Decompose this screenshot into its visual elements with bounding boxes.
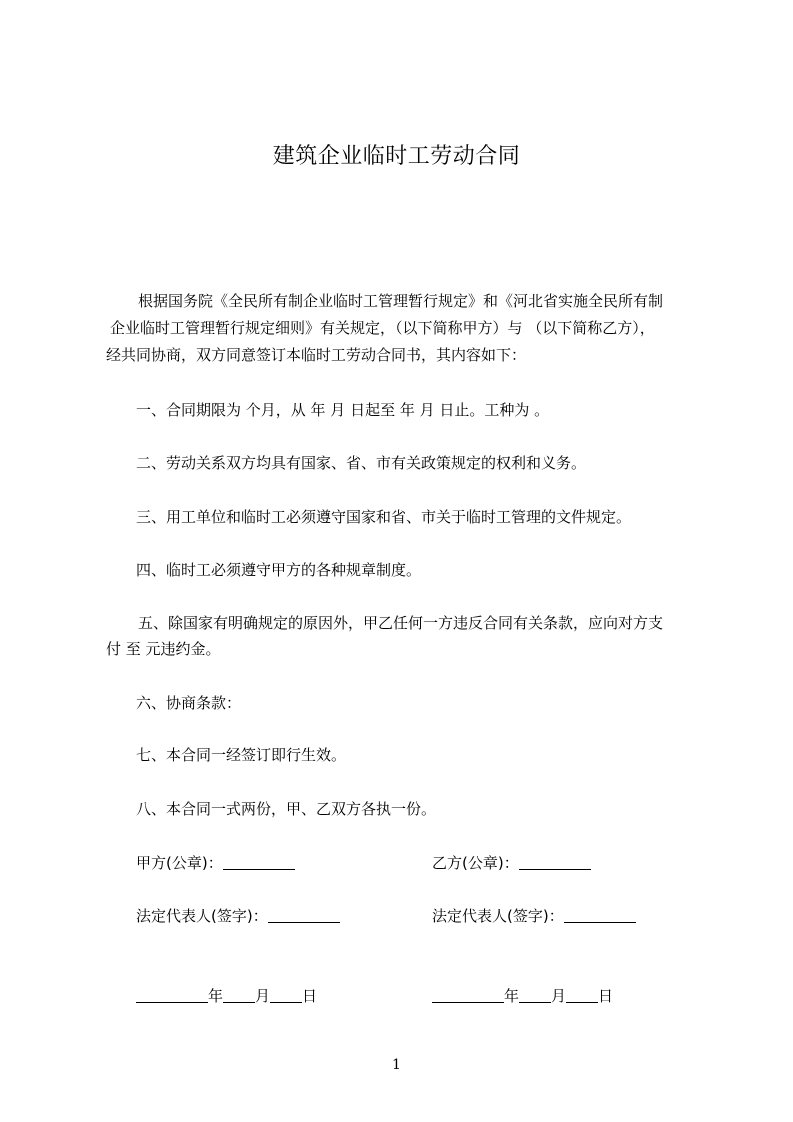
party-a-day-label: 日 xyxy=(302,987,318,1005)
clause-2: 二、劳动关系双方均具有国家、省、市有关政策规定的权利和义务。 xyxy=(136,454,587,472)
party-a-year-blank[interactable] xyxy=(136,988,208,1003)
party-a-seal-line xyxy=(136,854,295,873)
party-a-rep-blank[interactable] xyxy=(268,908,340,923)
document-title: 建筑企业临时工劳动合同 xyxy=(272,144,521,169)
page-number: 1 xyxy=(392,1057,401,1073)
party-a-date-line xyxy=(136,987,317,1006)
party-a-year-label: 年 xyxy=(208,987,224,1005)
clause-5-line-1: 五、除国家有明确规定的原因外，甲乙任何一方违反合同有关条款，应向对方支 xyxy=(138,614,664,632)
party-b-day-label: 日 xyxy=(598,987,614,1005)
party-a-seal-blank[interactable] xyxy=(223,855,295,870)
party-b-rep-blank[interactable] xyxy=(564,908,636,923)
intro-line-2: 企业临时工管理暂行规定细则》有关规定，（以下简称甲方）与 （以下简称乙方）， xyxy=(110,319,655,337)
intro-line-1: 根据国务院《全民所有制企业临时工管理暂行规定》和《河北省实施全民所有制 xyxy=(138,292,664,310)
clause-7: 七、本合同一经签订即行生效。 xyxy=(136,746,347,764)
intro-line-3: 经共同协商，双方同意签订本临时工劳动合同书，其内容如下： xyxy=(106,346,527,364)
party-a-day-blank[interactable] xyxy=(270,988,302,1003)
party-b-rep-label: 法定代表人(签字)： xyxy=(432,907,564,925)
party-b-year-label: 年 xyxy=(504,987,520,1005)
party-a-month-label: 月 xyxy=(255,987,271,1005)
party-b-day-blank[interactable] xyxy=(566,988,598,1003)
party-a-rep-label: 法定代表人(签字)： xyxy=(136,907,268,925)
party-a-rep-line xyxy=(136,907,340,926)
party-b-seal-label: 乙方(公章)： xyxy=(432,854,519,872)
clause-6: 六、协商条款： xyxy=(136,694,242,712)
party-b-year-blank[interactable] xyxy=(432,988,504,1003)
clause-1: 一、合同期限为 个月，从 年 月 日起至 年 月 日止。工种为 。 xyxy=(136,401,550,419)
clause-4: 四、临时工必须遵守甲方的各种规章制度。 xyxy=(136,561,422,579)
clause-5-line-2: 付 至 元违约金。 xyxy=(106,640,221,658)
clause-8: 八、本合同一式两份，甲、乙双方各执一份。 xyxy=(136,800,437,818)
party-b-seal-line xyxy=(432,854,591,873)
party-b-month-blank[interactable] xyxy=(519,988,551,1003)
party-a-seal-label: 甲方(公章)： xyxy=(136,854,223,872)
party-b-rep-line xyxy=(432,907,636,926)
party-b-date-line xyxy=(432,987,613,1006)
clause-3: 三、用工单位和临时工必须遵守国家和省、市关于临时工管理的文件规定。 xyxy=(136,508,632,526)
party-b-seal-blank[interactable] xyxy=(519,855,591,870)
party-a-month-blank[interactable] xyxy=(223,988,255,1003)
party-b-month-label: 月 xyxy=(551,987,567,1005)
